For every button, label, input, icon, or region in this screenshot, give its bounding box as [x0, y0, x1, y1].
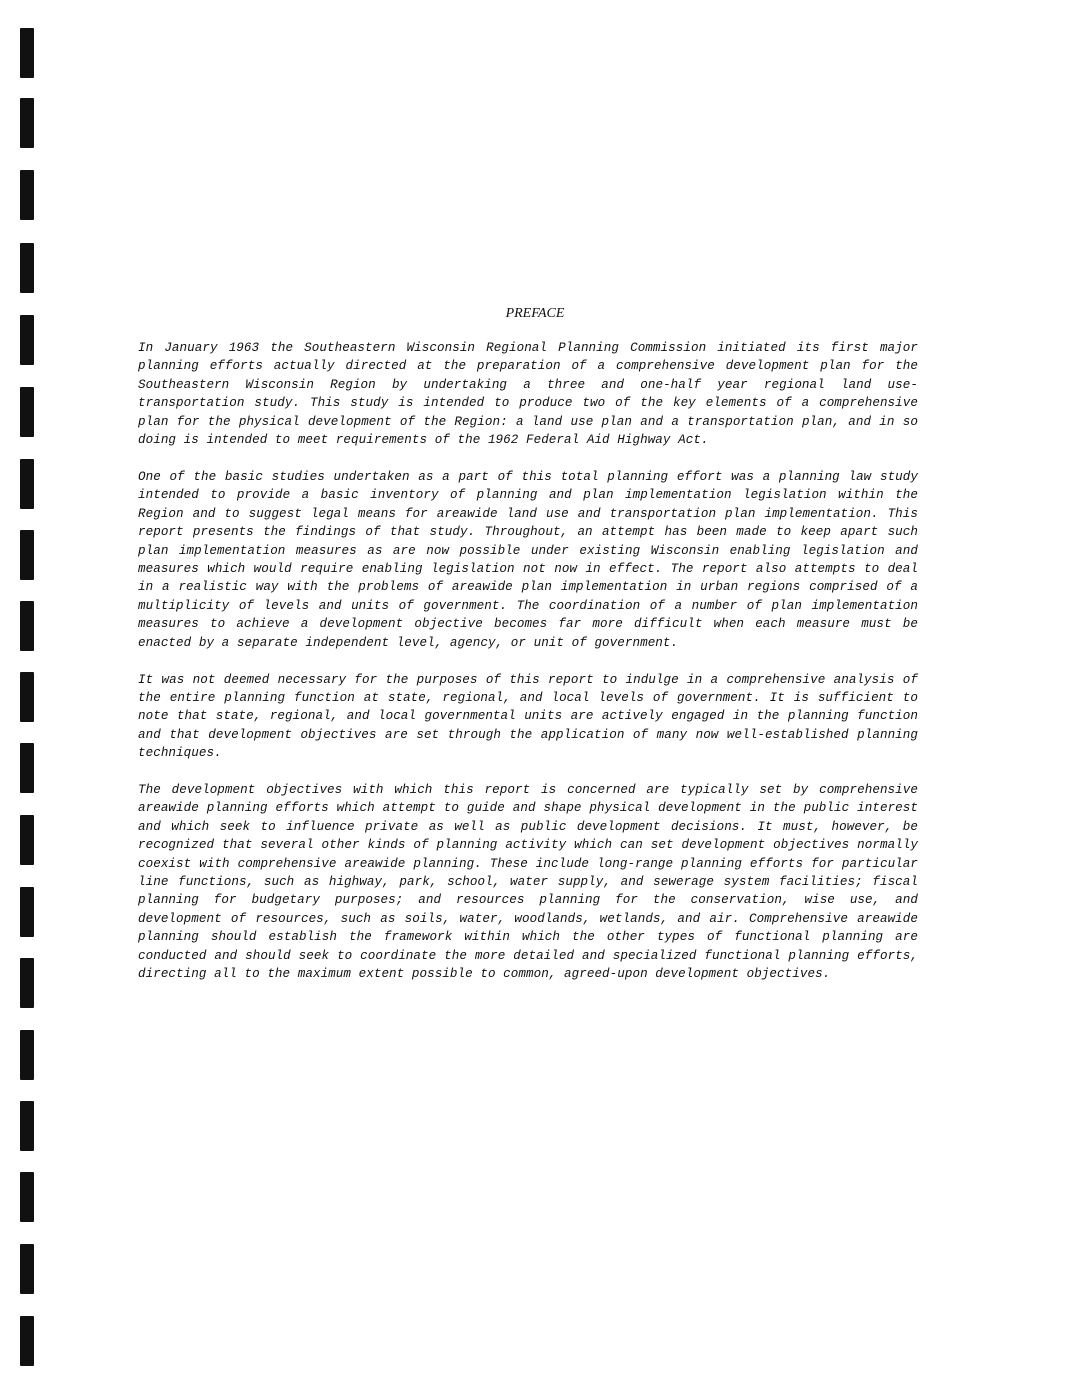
binder-mark — [20, 1172, 34, 1222]
paragraph-1: In January 1963 the Southeastern Wisconsin Regional Planning Commission initiated its first major planning efforts actually directed at the preparation of a comprehensive development plan for the Southeastern Wisconsin Region by undertaking a three and one-half year regional land use-transportation study. This study is intended to produce two of the key elements of a comprehensive plan for the physical development of the Region: a land use plan and a transportation plan, and in so doing is intended to meet requirements of the 1962 Federal Aid Highway Act. — [138, 341, 918, 448]
paragraph-2: One of the basic studies undertaken as a part of this total planning effort was a planning law study intended to provide a basic inventory of planning and plan implementation legislation within the Region and to suggest legal means for areawide land use and transportation plan implementation. This report presents the findings of that study. Throughout, an attempt has been made to keep apart such plan implementation measures as are now possible under existing Wisconsin enabling legislation and measures which would require enabling legislation not now in effect. The report also attempts to deal in a realistic way with the problems of areawide plan implementation in urban regions comprised of a multiplicity of levels and units of government. The coordination of a number of plan implementation measures to achieve a development objective becomes far more difficult when each measure must be enacted by a separate independent level, agency, or unit of government. — [138, 469, 918, 650]
binder-mark — [20, 1316, 34, 1366]
binder-mark — [20, 815, 34, 865]
binder-mark — [20, 958, 34, 1008]
binder-mark — [20, 1030, 34, 1080]
binder-mark — [20, 887, 34, 937]
binder-mark — [20, 1244, 34, 1294]
binder-mark — [20, 672, 34, 722]
binder-mark — [20, 459, 34, 509]
binder-mark — [20, 743, 34, 793]
binder-mark — [20, 601, 34, 651]
page-title: PREFACE — [505, 306, 565, 321]
binder-hole-marks — [0, 0, 60, 1380]
preface-body — [138, 339, 918, 1002]
binder-mark — [20, 387, 34, 437]
binder-mark — [20, 530, 34, 580]
paragraph-4: The development objectives with which this report is concerned are typically set by comprehensive areawide planning efforts which attempt to guide and shape physical development in the public interest and which seek to influence private as well as public development decisions. It must, however, be recognized that several other kinds of planning activity which can set development objectives normally coexist with comprehensive areawide planning. These include long-range planning efforts for particular line functions, such as highway, park, school, water supply, and sewerage system facilities; fiscal planning for budgetary purposes; and resources planning for the conservation, wise use, and development of resources, such as soils, water, woodlands, wetlands, and air. Comprehensive areawide planning should establish the framework within which the other types of functional planning are conducted and should seek to coordinate the more detailed and specialized functional planning efforts, directing all to the maximum extent possible to common, agreed-upon development objectives. — [138, 783, 918, 982]
binder-mark — [20, 243, 34, 293]
binder-mark — [20, 170, 34, 220]
binder-mark — [20, 28, 34, 78]
binder-mark — [20, 315, 34, 365]
binder-mark — [20, 98, 34, 148]
paragraph-3: It was not deemed necessary for the purposes of this report to indulge in a comprehensive analysis of the entire planning function at state, regional, and local levels of government. It is sufficient to note that state, regional, and local governmental units are actively engaged in the planning function and that development objectives are set through the application of many now well-established planning techniques. — [138, 672, 918, 761]
binder-mark — [20, 1101, 34, 1151]
